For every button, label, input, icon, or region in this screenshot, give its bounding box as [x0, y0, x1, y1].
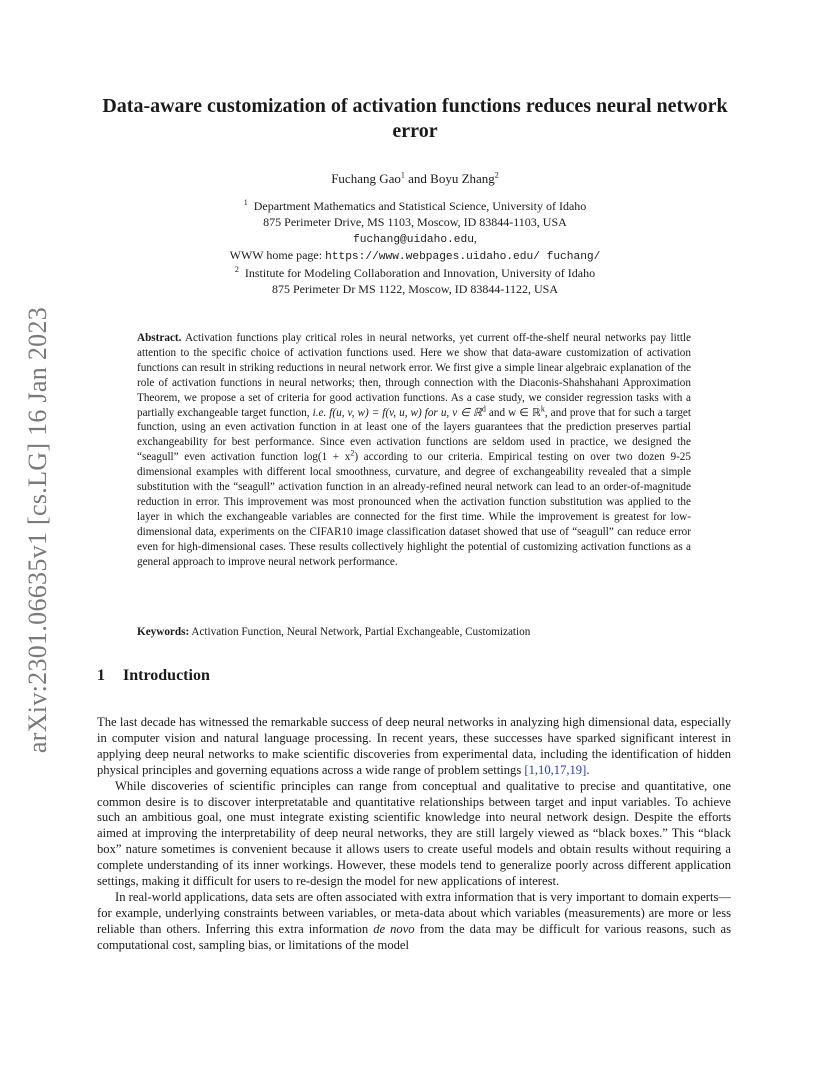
section-title: Introduction	[123, 667, 210, 684]
paragraph: While discoveries of scientific principles can range from conceptual and qualitative to precise and quantitative, one common desire is to discover interpretatable and quantitative relationships between target and input variables. To achieve such an ambitious goal, one must integrate existing scientific knowledge into neural network design. Despite the efforts aimed at improving the interpretability of deep neural networks, they are still largely viewed as “black boxes.” This “black box” nature sometimes is convenient because it allows users to create useful models and obtain results without requiring a complete understanding of its inner workings. However, these models tend to generalize poorly across different application settings, making it difficult for users to re-design the model for new applications of interest.	[97, 778, 731, 889]
affiliation-1	[95, 199, 735, 215]
email-line	[95, 231, 735, 249]
citation-link[interactable]: [1,10,17,19]	[524, 762, 587, 777]
paper-title: Data-aware customization of activation functions reduces neural network error	[102, 95, 728, 142]
paragraph-text: from the data may be difficult for various reasons, such as computational cost, sampling bias, or limitations of the model	[97, 921, 732, 952]
author-affiliation-mark: 1	[400, 170, 405, 180]
keywords-text: Activation Function, Neural Network, Partial Exchangeable, Customization	[189, 626, 531, 638]
affiliations	[95, 199, 735, 298]
abstract-superscript: k	[540, 403, 545, 413]
keywords-label: Keywords:	[137, 626, 190, 638]
author-line	[95, 171, 735, 187]
abstract-text: and w ∈ ℝ	[485, 406, 541, 419]
affiliation-2	[95, 266, 735, 282]
homepage-line	[95, 248, 735, 266]
abstract-label: Abstract.	[137, 332, 182, 344]
paragraph-italic: de novo	[373, 921, 415, 936]
affiliation-mark: 1	[243, 198, 248, 207]
homepage-label: WWW home page:	[229, 248, 326, 263]
body-text	[97, 715, 731, 954]
arxiv-identifier: arXiv:2301.06635v1 [cs.LG] 16 Jan 2023	[23, 306, 52, 754]
section-number: 1	[97, 667, 105, 684]
email-suffix: ,	[473, 230, 477, 245]
homepage-link[interactable]: https://www.webpages.uidaho.edu/ fuchang/	[325, 251, 601, 264]
paragraph-text: The last decade has witnessed the remarkable success of deep neural networks in analyzing high dimensional data, especially in computer vision and natural language processing. In recent years, these successes have sparked significant interest in applying deep neural networks to make scientific discoveries from experimental data, including the identification of hidden physical principles and governing equations across a wide range of problem settings	[97, 715, 731, 777]
paragraph	[97, 890, 731, 954]
abstract-italic: i.e.	[312, 406, 327, 419]
author-conjunction: and	[404, 171, 431, 186]
paragraph	[97, 715, 731, 779]
abstract-text: f(u, v, w) = f(v, u, w) for u, v ∈ ℝ	[326, 406, 482, 419]
abstract-text: ) according to our criteria. Empirical testing on over two dozen 9-25 dimensional examples with different local smoothness, curvature, and degree of exchangeability revealed that a simple substitution with the “seagull” activation function in an already-refined neural network can lead to an order-of-magnitude reduction in error. This improvement was most pronounced when the activation function substitution was applied to the layer in which the exchangeable variables are connected for the first time. While the improvement is greatest for low-dimensional data, experiments on the CIFAR10 image classification dataset showed that use of “seagull” can reduce error even for high-dimensional cases. These results collectively highlight the potential of customizing activation functions as a general approach to improve neural network performance.	[137, 451, 691, 568]
affiliation-line: 875 Perimeter Drive, MS 1103, Moscow, ID 83844-1103, USA	[263, 214, 567, 229]
keywords	[137, 626, 691, 638]
abstract-text: , and prove that for such a target function, using an even activation function in at least one of the layers guarantees that the prediction preserves partial exchangeability for best performance. Since even activation functions are seldom used in practice, we designed the “seagull” even activation function log(1 + x	[137, 406, 691, 464]
affiliation-line: Institute for Modeling Collaboration and Innovation, University of Idaho	[244, 266, 596, 281]
paragraph-text: .	[586, 762, 590, 777]
email-address[interactable]: fuchang@uidaho.edu	[353, 233, 474, 246]
author-affiliation-mark: 2	[494, 170, 499, 180]
author-name: Fuchang Gao	[331, 171, 401, 186]
affiliation-line: Department Mathematics and Statistical Science, University of Idaho	[253, 199, 587, 213]
arxiv-stamp	[8, 290, 68, 770]
affiliation-mark: 2	[234, 265, 239, 275]
abstract-text: Activation functions play critical roles in neural networks, yet current off-the-shelf neural networks pay little attention to the specific choice of activation functions used. Here we show that data-aware customization of activation functions can result in striking reductions in neural network error. We first give a simple linear algebraic explanation of the role of activation functions in neural networks; then, through connection with the Diaconis-Shahshahani Approximation Theorem, we propose a set of criteria for good activation functions. As a case study, we consider regression tasks with a partially exchangeable target function,	[137, 332, 691, 419]
abstract	[137, 331, 691, 570]
author-name: Boyu Zhang	[430, 171, 495, 186]
abstract-superscript: d	[481, 403, 486, 413]
section-heading	[97, 667, 210, 685]
abstract-superscript: 2	[350, 448, 355, 458]
paragraph-text: In real-world applications, data sets are often associated with extra information that is very important to domain experts—for example, underlying constraints between variables, or meta-data about which variables (measurements) are more or less reliable than others. Inferring this extra information	[97, 889, 731, 936]
affiliation-line: 875 Perimeter Dr MS 1122, Moscow, ID 83844-1122, USA	[272, 281, 558, 296]
